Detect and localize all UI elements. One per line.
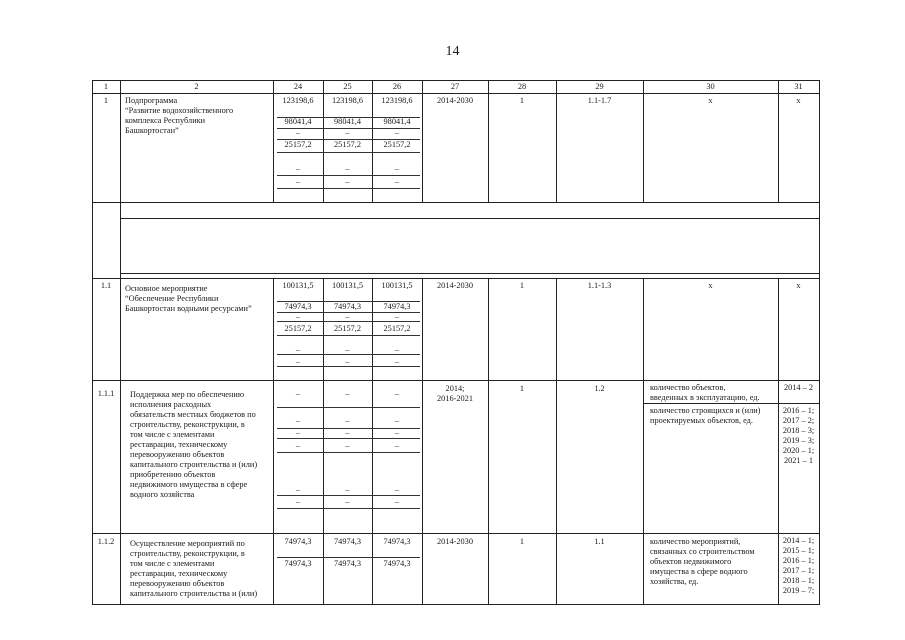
row-name-line: капитального строительства и (или)	[130, 589, 258, 598]
cell-24: –	[295, 389, 301, 398]
cell-30-indicator: хозяйства, ед.	[650, 577, 699, 586]
cell-25: –	[345, 428, 350, 437]
cell-26: 123198,6	[381, 96, 413, 105]
row-name-line: реставрации, техническому	[130, 569, 228, 578]
cell-25: –	[345, 357, 350, 366]
cell-26: –	[394, 416, 400, 425]
cell-26: –	[394, 389, 400, 398]
row-name-line: исполнения расходных	[130, 400, 212, 409]
cell-27: 2014;	[445, 384, 465, 393]
cell-26: 74974,3	[383, 302, 411, 311]
cell-30-indicator: введенных в эксплуатацию, ед.	[650, 393, 760, 402]
cell-24: 100131,5	[282, 281, 314, 290]
cell-30-indicator: имущества в сфере водного	[650, 567, 748, 576]
cell-24: –	[295, 428, 301, 437]
cell-30-indicator: связанных со строительством	[650, 547, 755, 556]
cell-30-indicator: количество объектов,	[650, 383, 726, 392]
cell-31: 2018 – 3;	[782, 426, 815, 435]
cell-26: –	[394, 164, 400, 173]
header-col-29: 29	[595, 82, 604, 91]
header-col-24: 24	[293, 82, 303, 91]
cell-28: 1	[519, 281, 525, 290]
cell-25: 98041,4	[334, 117, 361, 126]
row-name-line: капитального строительства и (или)	[130, 460, 258, 469]
row-number: 1.1	[100, 281, 112, 290]
row-name-line: Подпрограмма	[125, 96, 178, 105]
row-name-line: недвижимого имущества в сфере	[130, 480, 248, 489]
cell-26: 74974,3	[383, 559, 411, 568]
cell-29: 1.2	[594, 384, 605, 393]
row-number: 1.1.1	[97, 389, 115, 398]
cell-24: –	[295, 416, 301, 425]
cell-29: 1.1-1.3	[587, 281, 612, 290]
header-col-27: 27	[450, 82, 460, 91]
header-col-31: 31	[794, 82, 803, 91]
header-col-1: 1	[103, 82, 109, 91]
row-name-line: том числе с элементами	[130, 430, 215, 439]
cell-25: –	[345, 177, 350, 186]
row-name-line: строительству, реконструкции, в	[130, 549, 245, 558]
page-number: 14	[445, 44, 460, 59]
cell-24: –	[295, 497, 301, 506]
cell-25: –	[345, 312, 350, 321]
row-number: 1	[103, 96, 109, 105]
cell-24: 25157,2	[284, 324, 312, 333]
cell-31: 2021 – 1	[783, 456, 814, 465]
cell-25: 100131,5	[331, 281, 364, 290]
cell-26: –	[394, 485, 400, 494]
cell-24: –	[295, 164, 301, 173]
cell-25: –	[345, 164, 350, 173]
cell-24: –	[295, 312, 301, 321]
row-name-line: “Развитие водохозяйственного	[125, 106, 234, 115]
row-name-line: реставрации, техническому	[130, 440, 228, 449]
cell-25: 74974,3	[334, 537, 361, 546]
cell-26: –	[394, 428, 400, 437]
header-col-25: 25	[343, 82, 352, 91]
cell-31: 2016 – 1;	[782, 406, 815, 415]
row-name-line: обязательств местных бюджетов по	[130, 410, 256, 419]
cell-31: x	[796, 96, 801, 105]
row-name-line: Башкортостан”	[125, 126, 179, 135]
row-name-line: Башкортостан водными ресурсами”	[125, 304, 252, 313]
cell-25: 74974,3	[334, 302, 361, 311]
cell-26: 25157,2	[383, 140, 411, 149]
cell-25: –	[345, 441, 350, 450]
cell-30-indicator: количество строящихся и (или)	[650, 406, 761, 415]
cell-25: –	[345, 389, 350, 398]
cell-27: 2014-2030	[437, 281, 473, 290]
cell-25: 74974,3	[334, 559, 361, 568]
cell-24: –	[295, 485, 301, 494]
cell-29: 1.1-1.7	[587, 96, 612, 105]
cell-26: 25157,2	[383, 324, 411, 333]
cell-24: 74974,3	[284, 302, 312, 311]
row-name-line: строительству, реконструкции, в	[130, 420, 245, 429]
row-name-line: перевооружению объектов	[130, 450, 225, 459]
cell-24: –	[295, 345, 301, 354]
cell-24: 74974,3	[284, 559, 312, 568]
cell-31: 2017 – 2;	[782, 416, 815, 425]
cell-24: –	[295, 357, 301, 366]
cell-24: 74974,3	[284, 537, 312, 546]
row-number: 1.1.2	[97, 537, 115, 546]
cell-24: 98041,4	[284, 117, 312, 126]
cell-31: 2019 – 3;	[782, 436, 815, 445]
row-name-line: водного хозяйства	[130, 490, 195, 499]
cell-26: –	[394, 497, 400, 506]
cell-24: –	[295, 177, 301, 186]
row-name-line: Поддержка мер по обеспечению	[130, 390, 245, 399]
cell-27: 2014-2030	[437, 537, 473, 546]
cell-26: 74974,3	[383, 537, 411, 546]
cell-27: 2014-2030	[437, 96, 473, 105]
cell-24: 123198,6	[282, 96, 314, 105]
cell-25: 123198,6	[331, 96, 364, 105]
cell-26: 98041,4	[383, 117, 411, 126]
cell-30-indicator: количество мероприятий,	[650, 537, 741, 546]
row-name-line: перевооружению объектов	[130, 579, 225, 588]
cell-30: x	[708, 96, 713, 105]
cell-26: 100131,5	[381, 281, 413, 290]
row-name-line: приобретению объектов	[130, 470, 216, 479]
cell-31: x	[796, 281, 801, 290]
cell-25: 25157,2	[334, 140, 361, 149]
cell-30-indicator: проектируемых объектов, ед.	[650, 416, 753, 425]
header-col-30: 30	[706, 82, 715, 91]
row-name-line: “Обеспечение Республики	[125, 294, 219, 303]
cell-28: 1	[519, 96, 525, 105]
cell-24: –	[295, 128, 301, 137]
cell-26: –	[394, 441, 400, 450]
cell-30-indicator: объектов недвижимого	[650, 557, 732, 566]
cell-25: –	[345, 497, 350, 506]
cell-25: 25157,2	[334, 324, 361, 333]
cell-31: 2018 – 1;	[782, 576, 815, 585]
cell-26: –	[394, 357, 400, 366]
cell-31: 2016 – 1;	[782, 556, 815, 565]
cell-31: 2020 – 1;	[782, 446, 815, 455]
row-name-line: Осуществление мероприятий по	[130, 539, 245, 548]
cell-26: –	[394, 177, 400, 186]
cell-26: –	[394, 312, 400, 321]
cell-31: 2014 – 1;	[782, 536, 815, 545]
row-name-line: том числе с элементами	[130, 559, 215, 568]
cell-28: 1	[519, 537, 525, 546]
cell-26: –	[394, 128, 400, 137]
cell-26: –	[394, 345, 400, 354]
header-col-26: 26	[392, 82, 402, 91]
cell-25: –	[345, 128, 350, 137]
cell-31: 2014 – 2	[783, 383, 814, 392]
cell-31: 2017 – 1;	[782, 566, 815, 575]
cell-31: 2015 – 1;	[782, 546, 815, 555]
cell-25: –	[345, 416, 350, 425]
cell-30: x	[708, 281, 713, 290]
cell-29: 1.1	[594, 537, 605, 546]
cell-31: 2019 – 7;	[782, 586, 815, 595]
cell-25: –	[345, 485, 350, 494]
cell-28: 1	[519, 384, 525, 393]
cell-24: –	[295, 441, 301, 450]
header-col-28: 28	[517, 82, 527, 91]
row-name-line: Основное мероприятие	[125, 284, 208, 293]
row-name-line: комплекса Республики	[125, 116, 206, 125]
cell-24: 25157,2	[284, 140, 312, 149]
header-col-2: 2	[194, 82, 199, 91]
cell-25: –	[345, 345, 350, 354]
cell-27: 2016-2021	[437, 394, 473, 403]
